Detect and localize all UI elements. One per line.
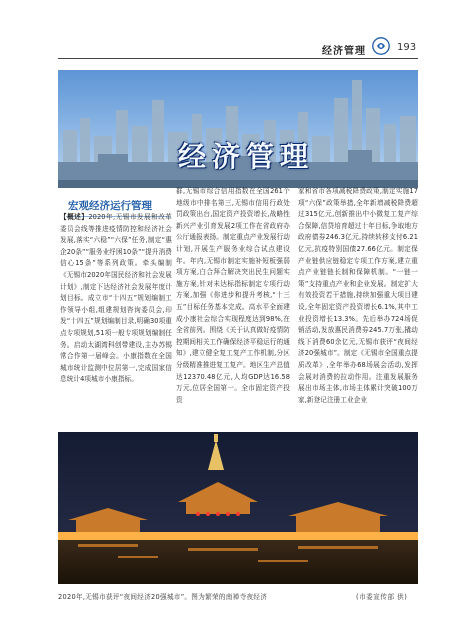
banner-title: 经济管理 — [178, 140, 315, 173]
article-column-1 — [60, 212, 172, 422]
page-number: 193 — [397, 42, 417, 53]
temple-night-illustration — [58, 432, 418, 584]
night-economy-photo — [58, 432, 418, 584]
photo-caption: 2020年,无锡市获评“夜间经济20强城市”。图为繁荣的南禅寺夜经济 — [58, 593, 268, 601]
article-column-3 — [298, 186, 418, 432]
article-text-col3: 家和省市各项减税降费政策,制定实施17项“六保”政策举措,全年新增减税降费超过315亿元,创新推出中小微复工复产综合保障,信贷培育超过十年目标,争取地方政府债券246.3亿元,持续转移支付6.21亿元,抗疫特别国债27.66亿元。制定保产业链供应链稳定专项工作方案,建立重点产业链链长制和保障机制。“一链一策”支持重点产业和企业发展。制定扩大有效投资若干措施,持续加强重大项目建设,全年固定资产投资增长6.1%,其中工业投资增长13.3%。先后举办724场促销活动,发放惠民消费券245.7万张,撬动线下消费60余亿元,无锡市获评“夜间经济20强城市”。制定《无锡市全国重点提质改革》,全年举办68场展会活动,发挥会展对消费的拉动作用。注重发展服务展出市场主体,市场主体累计突破100万家,新登记注册工业企业 — [298, 187, 418, 404]
section-title: 宏观经济运行管理 — [68, 200, 152, 212]
article-text-col1: 2020年,无锡市发展和改革委员会线等推进疫情防控和经济社会发展,落实“六稳”“六保”任务,制定“惠企20条”“服务业纾困10条”“提升消费信心15条”等系列政策。牵头编制《无锡市2020年国民经济和社会发展计划》,制定下达经济社会发展年度计划目标。成立市“十四五”规划编制工作领导小组,组建规划咨询委员会,印发“十四五”规划编制目录,明确30项重点专项规划,51项一般专项规划编制任务。启动太湖湾科创带建设,主办苏锡常合作第一届峰会。小康指数在全国城市统计监测中位居第一,完成国家信息统计4项城市小康指标。 — [60, 213, 172, 384]
article-text-col2: 群,无锡市综合信用指数在全国261个地级市中排名第三,无锡市信用行政处罚政策出台,国定资产投资增长,战略性新兴产业引育发展2项工作在省政府办公厅通报表扬。制定重点产业发展行动计划,开展生产服务业综合试点建设年。年内,无锡市制定实施补短板强弱项方案,白合拜合解决突出民生问题实施方案,针对未达标指标制定专项行动方案,加强《你进步和提升考核,“十三五”目标任务基本完成。高水平全面建成小康社会综合实现程度达到98%,在全省前列。围绕《关于认真做好疫情防控期间相关工作确保经济平稳运行的通知》,建立健全复工复产工作机制,分区分级精准推进复工复产。地区生产总值达12370.48亿元,人均GDP达16.58万元,位居全国第一。全市固定资产投资 — [176, 187, 290, 404]
section-emblem-icon — [372, 37, 390, 55]
photo-credit: (市委宣传部 供) — [356, 593, 408, 601]
article-column-2 — [176, 186, 290, 432]
header-divider — [58, 58, 418, 59]
page-header — [0, 0, 468, 60]
running-head-section: 经济管理 — [322, 46, 366, 57]
abstract-tag: 【概述】 — [60, 213, 89, 221]
